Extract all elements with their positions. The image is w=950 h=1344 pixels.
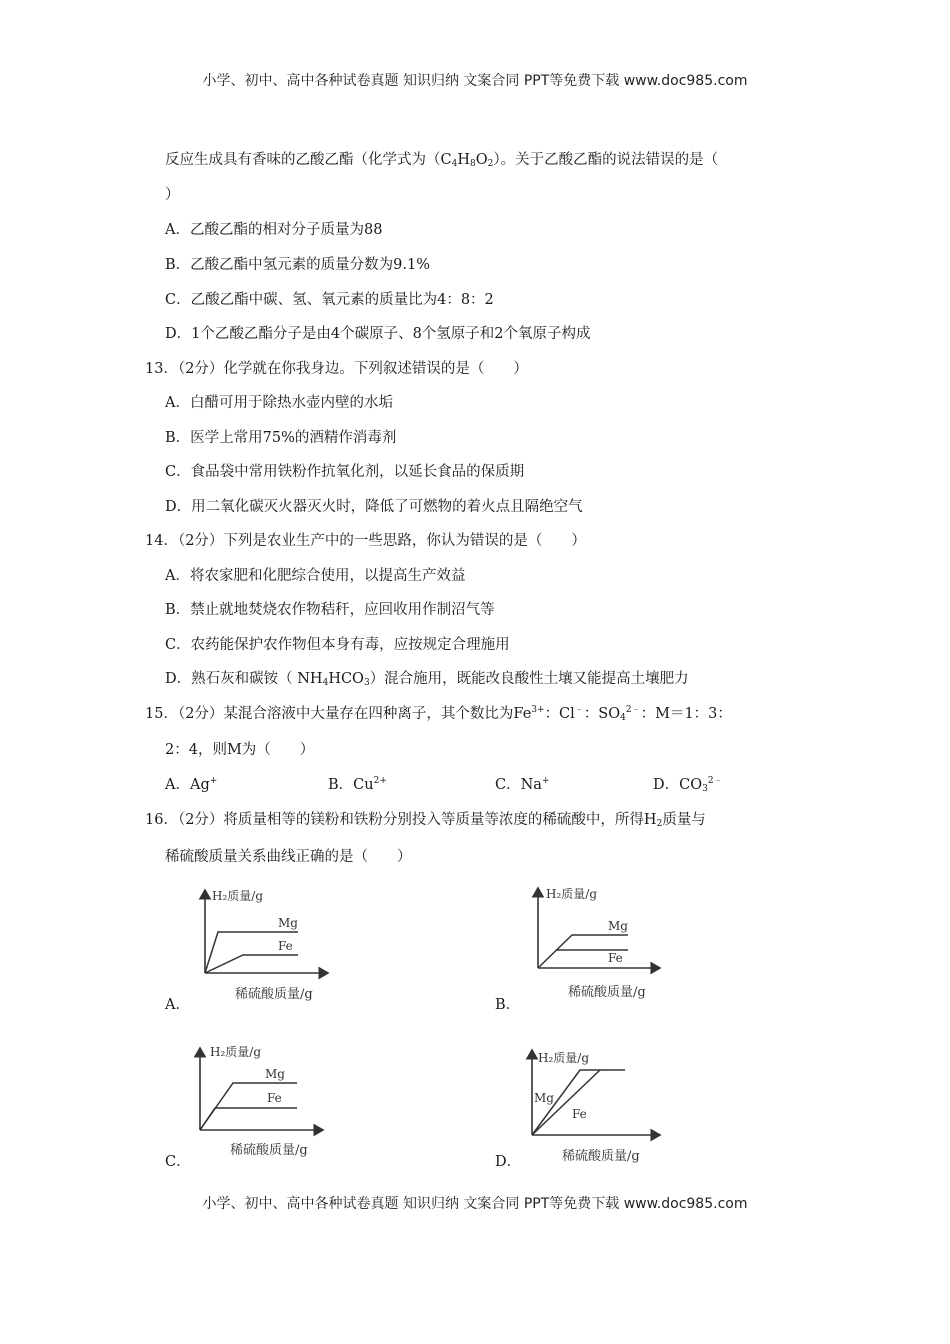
graph-c-svg	[185, 1040, 335, 1165]
graph-c-ylabel: H₂质量/g	[210, 1045, 262, 1059]
graph-c-xlabel: 稀硫酸质量/g	[230, 1143, 308, 1158]
graph-b-fe-label: Fe	[608, 951, 623, 965]
q13-option-c: C．食品袋中常用铁粉作抗氧化剂，以延长食品的保质期	[165, 464, 525, 480]
graph-a-ylabel: H₂质量/g	[212, 889, 264, 903]
graph-a-fe-label: Fe	[278, 939, 293, 953]
q14-option-b: B．禁止就地焚烧农作物秸秆，应回收用作制沼气等	[165, 602, 495, 618]
graph-a	[190, 880, 340, 1005]
graph-a-svg	[190, 880, 340, 1005]
q15-stem: 15．（2分）某混合溶液中大量存在四种离子，其个数比为$Fe^{3+}$：Cl﹣：$SO_4^{2﹣}$：M＝1：3：	[145, 705, 732, 723]
q16-stem: 16．（2分）将质量相等的镁粉和铁粉分别投入等质量等浓度的稀硫酸中，所得$H_2$质量与	[145, 812, 706, 829]
graph-c-fe-line	[200, 1108, 297, 1130]
q12-stem: 反应生成具有香味的乙酸乙酯（化学式为$(C_4H_8O_2)$。关于乙酸乙酯的说法错误的是（	[165, 152, 719, 169]
q14-option-d: D．熟石灰和碳铵（ $NH_4HCO_3$）混合施用，既能改良酸性土壤又能提高土壤肥力	[165, 671, 689, 688]
q13-option-a: A．白醋可用于除热水壶内壁的水垢	[165, 395, 393, 411]
graph-d	[520, 1040, 670, 1165]
graph-c	[185, 1040, 335, 1165]
q15-stem-line2: 2：4，则M为（ ）	[165, 742, 315, 758]
q15-option-c: C．Na+	[495, 776, 550, 793]
graph-b-label: B．	[495, 997, 521, 1013]
graph-c-fe-label: Fe	[267, 1091, 282, 1105]
q14-option-c: C．农药能保护农作物但本身有毒，应按规定合理施用	[165, 637, 510, 653]
q15-option-d: D．$CO_3^{2﹣}$	[653, 776, 723, 794]
q13-option-b: B．医学上常用75%的酒精作消毒剂	[165, 430, 397, 446]
q15-option-b: B．$Cu^{2+}$	[328, 776, 387, 793]
q12-stem-close: ）	[165, 187, 180, 203]
graph-a-xlabel: 稀硫酸质量/g	[235, 987, 313, 1002]
q12-option-a: A．乙酸乙酯的相对分子质量为88	[165, 222, 383, 238]
q13-option-d: D．用二氧化碳灭火器灭火时，降低了可燃物的着火点且隔绝空气	[165, 499, 583, 515]
graph-d-xlabel: 稀硫酸质量/g	[562, 1149, 640, 1164]
q12-option-d: D．1个乙酸乙酯分子是由4个碳原子、8个氢原子和2个氧原子构成	[165, 326, 591, 342]
page-footer: 小学、初中、高中各种试卷真题 知识归纳 文案合同 PPT等免费下载 www.doc985.com	[202, 1196, 748, 1212]
graph-c-mg-line	[200, 1083, 297, 1130]
graph-d-label: D．	[495, 1154, 522, 1170]
graph-d-svg	[520, 1040, 670, 1165]
graph-c-mg-label: Mg	[265, 1067, 285, 1081]
graph-b	[520, 880, 670, 1005]
graph-a-fe-line	[205, 955, 298, 973]
q13-stem: 13．（2分）化学就在你我身边。下列叙述错误的是（ ）	[145, 361, 528, 377]
q12-option-b: B．乙酸乙酯中氢元素的质量分数为9.1%	[165, 257, 430, 273]
graph-d-mg-label: Mg	[534, 1091, 554, 1105]
graph-c-label: C．	[165, 1154, 191, 1170]
graph-d-fe-label: Fe	[572, 1107, 587, 1121]
q14-option-a: A．将农家肥和化肥综合使用，以提高生产效益	[165, 568, 466, 584]
graph-b-mg-label: Mg	[608, 919, 628, 933]
q14-stem: 14．（2分）下列是农业生产中的一些思路，你认为错误的是（ ）	[145, 533, 586, 549]
graph-b-ylabel: H₂质量/g	[546, 887, 598, 901]
graph-b-svg	[520, 880, 670, 1005]
q12-option-c: C．乙酸乙酯中碳、氢、氧元素的质量比为4：8：2	[165, 292, 494, 308]
q16-stem-line2: 稀硫酸质量关系曲线正确的是（ ）	[165, 849, 412, 865]
page-header: 小学、初中、高中各种试卷真题 知识归纳 文案合同 PPT等免费下载 www.doc985.com	[202, 73, 748, 89]
graph-a-label: A．	[165, 997, 190, 1013]
q15-option-a: A．Ag+	[165, 776, 218, 793]
graph-a-mg-label: Mg	[278, 916, 298, 930]
graph-d-ylabel: H₂质量/g	[538, 1051, 590, 1065]
graph-b-xlabel: 稀硫酸质量/g	[568, 985, 646, 1000]
